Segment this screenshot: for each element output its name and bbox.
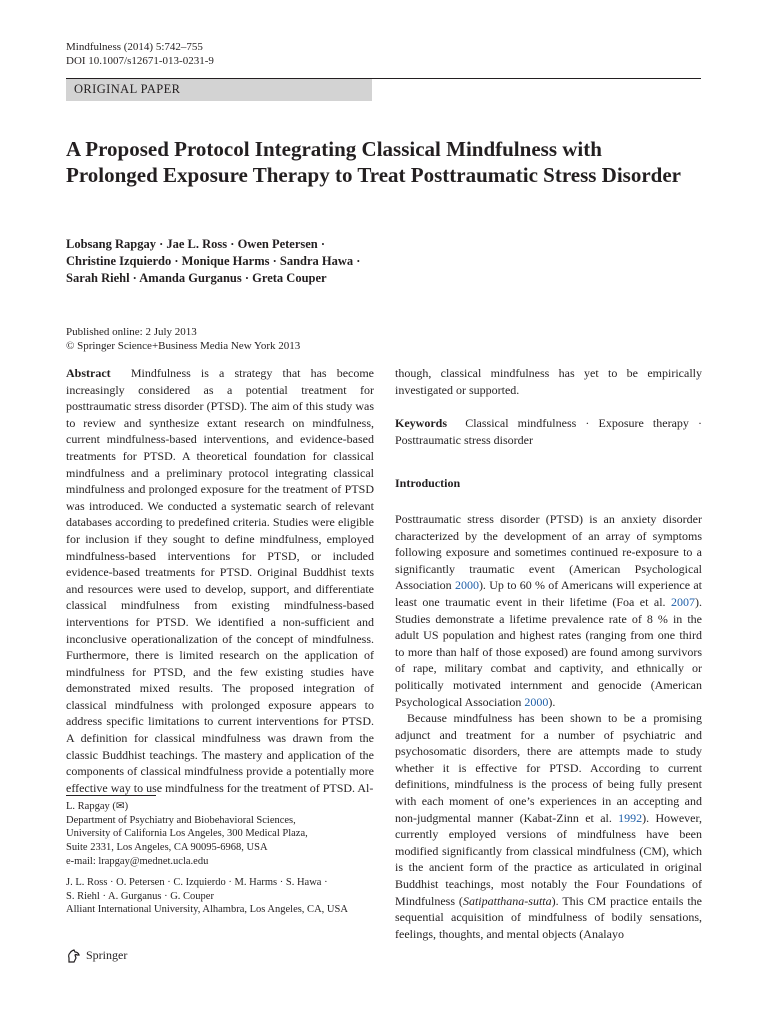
- article-title: A Proposed Protocol Integrating Classical Mindfulness with Prolonged Exposure Therapy to Treat Posttraumatic Stress Disorder: [66, 137, 681, 187]
- abstract-body: [66, 365, 374, 796]
- intro-paragraph-1: Posttraumatic stress disorder (PTSD) is an anxiety disorder characterized by the development of an array of symptoms following exposure and sometimes continued re-exposure to a significantly traumatic event (American Psychological Association 2000). Up to 60 % of Americans will experience at least one traumatic event in their lifetime (Foa et al. 2007). Studies demonstrate a lifetime prevalence rate of 8 % in the adult US population and highest rates (ranging from one third to more than half of those exposed) are found among survivors of rape, military combat and captivity, and ethnically or politically motivated internment and genocide (American Psychological Association 2000).: [395, 511, 702, 709]
- springer-horse-icon: [66, 949, 82, 963]
- publication-info: [66, 326, 300, 353]
- citation-link[interactable]: 1992: [618, 810, 643, 825]
- coauthor-line: S. Riehl · A. Gurganus · G. Couper: [66, 890, 214, 902]
- intro-paragraph-2: Because mindfulness has been shown to be a promising adjunct and treatment for a number of psychiatric and psychosomatic disorders, there are attempts made to study whether it is effective for PTSD. According to current definitions, mindfulness is the process of being fully present with each moment of one’s experiences in an accepting and non-judgmental manner (Kabat-Zinn et al. 1992). However, currently employed versions of mindfulness have been modified significantly from classical mindfulness (CM), which is the ancient form of the practice as articulated in original Buddhist teachings, most notably the Four Foundations of Mindfulness (Satipatthana-sutta). This CM practice entails the sequential acquisition of mindfulness of bodily sensations, feelings, thoughts, and mental objects (Analayo: [395, 711, 702, 941]
- corresponding-author: L. Rapgay (✉): [66, 801, 129, 812]
- published-date: Published online: 2 July 2013: [66, 326, 197, 338]
- footnote-rule: [66, 795, 156, 796]
- author-list: [66, 236, 396, 287]
- article-type: ORIGINAL PAPER: [74, 82, 181, 96]
- section-heading-introduction: Introduction: [395, 476, 461, 491]
- department: Department of Psychiatry and Biobehavioral Sciences,: [66, 814, 296, 826]
- article-type-bar: [66, 79, 372, 101]
- abstract-continuation: though, classical mindfulness has yet to be empirically investigated or supported.: [395, 366, 702, 397]
- author-line: Sarah Riehl · Amanda Gurganus · Greta Couper: [66, 271, 327, 285]
- coauthor-institution: Alliant International University, Alhambra, Los Angeles, CA, USA: [66, 904, 348, 916]
- left-column: [66, 365, 374, 796]
- publisher-name: Springer: [86, 948, 128, 962]
- coauthor-affiliation: [66, 876, 376, 917]
- citation-link[interactable]: 2000: [454, 578, 479, 593]
- journal-citation: Mindfulness (2014) 5:742–755: [66, 41, 203, 53]
- citation-link[interactable]: 2007: [671, 594, 695, 609]
- doi: DOI 10.1007/s12671-013-0231-9: [66, 55, 214, 67]
- keywords-label: Keywords: [395, 416, 447, 431]
- corresponding-affiliation: [66, 800, 376, 869]
- author-line: Lobsang Rapgay · Jae L. Ross · Owen Petersen ·: [66, 237, 326, 251]
- author-line: Christine Izquierdo · Monique Harms · Sandra Hawa ·: [66, 254, 361, 268]
- email: e-mail: lrapgay@mednet.ucla.edu: [66, 855, 209, 867]
- copyright: © Springer Science+Business Media New York 2013: [66, 339, 301, 352]
- right-column: [395, 365, 702, 942]
- abstract-text: Mindfulness is a strategy that has become increasingly considered as a potential treatment for posttraumatic stress disorder (PTSD). The aim of this study was to review and synthesize extant research on mindfulness, current mindfulness-based interventions, and evidence-based treatments for PTSD. A theoretical foundation for classical mindfulness and a preliminary protocol integrating classical mindfulness and prolonged exposure for the treatment of PTSD was introduced. We conducted a systematic search of relevant databases according to predefined criteria. Studies were eligible for inclusion if they sought to define mindfulness, employed mindfulness-based interventions for PTSD, or included evidence-based treatments for PTSD. Original Buddhist texts and resources were used to develop, support, and differentiate classical mindfulness from existing mindfulness-based interventions for PTSD. We identified a non-sufficient and inconclusive operationalization of the concept of mindfulness. Furthermore, there is limited research on the application of mindfulness for PTSD, and the few existing studies have demonstrated mixed results. The proposed integration of classical mindfulness with prolonged exposure appears to address specific limitations to current interventions for PTSD. A definition for classical mindfulness was drawn from the classic Buddhist teachings. The mastery and application of the components of classical mindfulness provide a potentially more effective way to use mindfulness for the treatment of PTSD. Al-: [66, 366, 375, 795]
- suite-address: Suite 2331, Los Angeles, CA 90095-6968, USA: [66, 842, 268, 854]
- citation-link[interactable]: 2000: [524, 694, 549, 709]
- keywords: [395, 415, 702, 448]
- university-address: University of California Los Angeles, 300 Medical Plaza,: [66, 828, 308, 840]
- journal-header: [66, 40, 214, 68]
- keywords-text: Classical mindfulness · Exposure therapy · Posttraumatic stress disorder: [395, 416, 702, 447]
- abstract-label: Abstract: [66, 366, 111, 380]
- coauthor-line: J. L. Ross · O. Petersen · C. Izquierdo · M. Harms · S. Hawa ·: [66, 877, 328, 888]
- publisher-footer: [66, 948, 127, 963]
